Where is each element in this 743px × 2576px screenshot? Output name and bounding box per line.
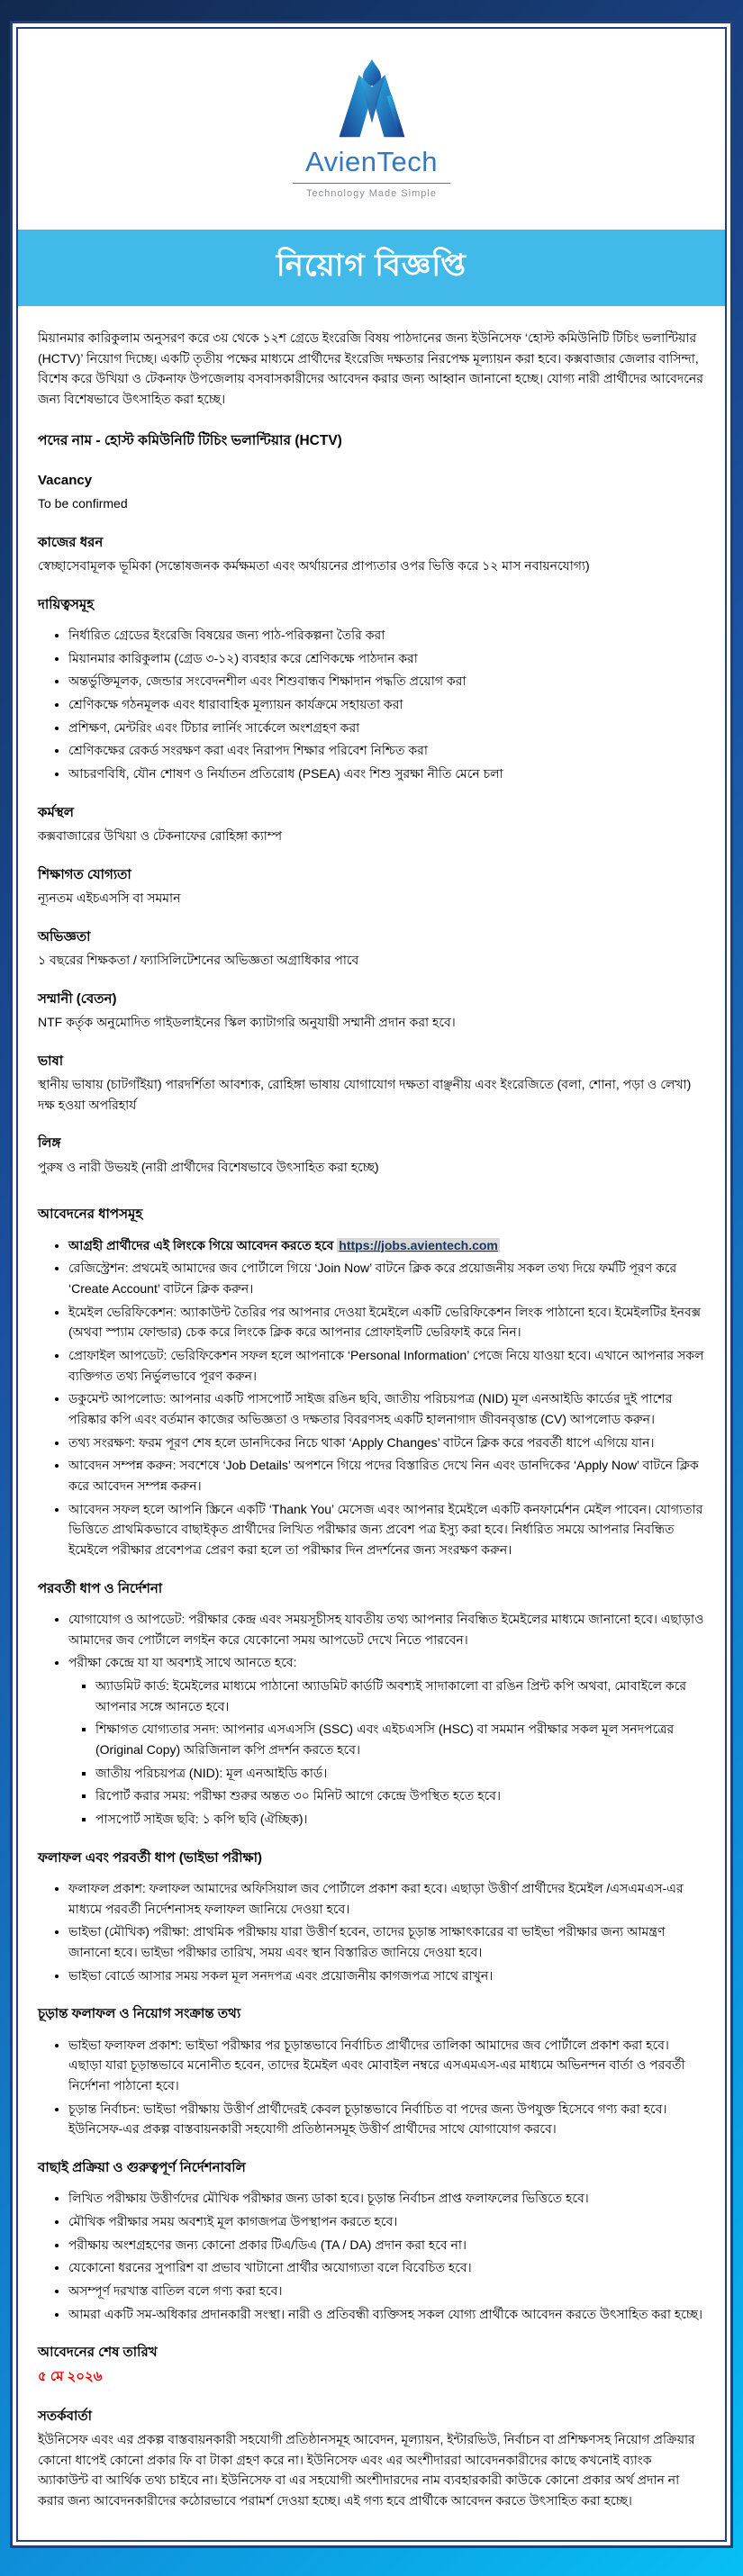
responsibility-item: • শ্রেণিকক্ষের রেকর্ড সংরক্ষণ করা এবং নিরাপদ শিক্ষার পরিবেশ নিশ্চিত করা [68, 740, 705, 761]
intro-paragraph: মিয়ানমার কারিকুলাম অনুসরণ করে ৩য় থেকে ১২শ গ্রেডে ইংরেজি বিষয় পাঠদানের জন্য ইউনিসেফ ‘হোস্ট কমিউনিটি টিচিং ভলান্টিয়ার (HCTV)’ নিয়োগ দিচ্ছে। একটি তৃতীয় পক্ষের মাধ্যমে প্রার্থীদের ইংরেজি দক্ষতার নিরপেক্ষ মূল্যায়ন করা হবে। কক্সবাজার জেলার বাসিন্দা, বিশেষ করে উখিয়া ও টেকনাফ উপজেলায় বসবাসকারীদের আবেদন করার জন্য আহ্বান জানানো হচ্ছে। যোগ্য নারী প্রার্থীদের আবেদনের জন্য বিশেষভাবে উৎসাহিত করা হচ্ছে। [38, 330, 703, 407]
final-results-item: • ভাইভা ফলাফল প্রকাশ: ভাইভা পরীক্ষার পর চূড়ান্তভাবে নির্বাচিত প্রার্থীদের তালিকা আমাদের জব পোর্টালে প্রকাশ করা হবে। এছাড়া যারা চূড়ান্তভাবে মনোনীত হবেন, তাদের ইমেইল এবং মোবাইল নম্বরে এসএমএস-এর মাধ্যমে অভিনন্দন বার্তা ও পরবর্তী নির্দেশনা পাঠানো হবে। [68, 2035, 705, 2096]
responsibility-item: • মিয়ানমার কারিকুলাম (গ্রেড ৩-১২) ব্যবহার করে শ্রেণিকক্ষে পাঠদান করা [68, 648, 705, 669]
workplace-value: কক্সবাজারের উখিয়া ও টেকনাফের রোহিঙ্গা ক্যাম্প [38, 828, 283, 844]
responsibility-item: • নির্ধারিত গ্রেডের ইংরেজি বিষয়ের জন্য পাঠ-পরিকল্পনা তৈরি করা [68, 625, 705, 646]
final-results-list [38, 2035, 705, 2139]
apply-link-bullet [68, 1235, 705, 1256]
selection-process-item: • আমরা একটি সম-অধিকার প্রদানকারী সংস্থা। নারী ও প্রতিবন্ধী ব্যক্তিসহ সকল যোগ্য প্রার্থীকে আবেদন করতে উৎসাহিত করা হচ্ছে। [68, 2304, 705, 2325]
responsibility-item: • আচরণবিধি, যৌন শোষণ ও নির্যাতন প্রতিরোধ (PSEA) এবং শিশু সুরক্ষা নীতি মেনে চলা [68, 764, 705, 784]
application-steps-heading: আবেদনের ধাপসমূহ [38, 1207, 143, 1223]
company-tagline: Technology Made Simple [306, 188, 437, 199]
deadline-heading: আবেদনের শেষ তারিখ [38, 2345, 158, 2361]
bring-item: ▪ পাসপোর্ট সাইজ ছবি: ১ কপি ছবি (ঐচ্ছিক)। [95, 1809, 705, 1830]
warning-heading: সতর্কবার্তা [38, 2408, 92, 2424]
next-steps-list [38, 1609, 705, 1830]
selection-process-item: • মৌখিক পরীক্ষার সময় অবশ্যই মূল কাগজপত্র উপস্থাপন করতে হবে। [68, 2211, 705, 2232]
application-step-item: • ইমেইল ভেরিফিকেশন: অ্যাকাউন্ট তৈরির পর আপনার দেওয়া ইমেইলে একটি ভেরিফিকেশন লিংক পাঠানো হবে। ইমেইলটির ইনবক্স (অথবা স্প্যাম ফোল্ডার) চেক করে লিংকে ক্লিক করে আপনার প্রোফাইলটি ভেরিফাই করে নিন। [68, 1302, 705, 1342]
notice-content [18, 306, 725, 2540]
gender-heading: লিঙ্গ [38, 1135, 61, 1152]
notice-card [16, 27, 727, 2542]
salary-heading: সম্মানী (বেতন) [38, 990, 117, 1007]
application-steps-list [38, 1235, 705, 1560]
selection-process-item: • যেকোনো ধরনের সুপারিশ বা প্রভাব খাটানো প্রার্থীর অযোগ্যতা বলে বিবেচিত হবে। [68, 2257, 705, 2278]
language-value: স্থানীয় ভাষায় (চাটগাঁইয়া) পারদর্শিতা আবশ্যক, রোহিঙ্গা ভাষায় যোগাযোগ দক্ষতা বাঞ্ছনীয় এবং ইংরেজিতে (বলা, শোনা, পড়া ও লেখা) দক্ষ হওয়া অপরিহার্য [38, 1076, 692, 1112]
next-steps-heading: পরবর্তী ধাপ ও নির্দেশনা [38, 1580, 163, 1596]
bring-items-list [68, 1676, 705, 1830]
application-step-item: • রেজিস্ট্রেশন: প্রথমেই আমাদের জব পোর্টালে গিয়ে ‘Join Now’ বাটনে ক্লিক করে প্রয়োজনীয় সকল তথ্য দিয়ে ফর্মটি পূরণ করে ‘Create Account’ বাটনে ক্লিক করুন। [68, 1258, 705, 1298]
position-title: পদের নাম - হোস্ট কমিউনিটি টিচিং ভলান্টিয়ার (HCTV) [38, 432, 342, 448]
bring-items-bullet [68, 1652, 705, 1829]
application-step-item: • ডকুমেন্ট আপলোড: আপনার একটি পাসপোর্ট সাইজ রঙিন ছবি, জাতীয় পরিচয়পত্র (NID) মূল এনআইডি কার্ডের দুই পাশের পরিষ্কার কপি এবং বর্তমান কাজের অভিজ্ঞতা ও দক্ষতার বিবরণসহ একটি হালনাগাদ জীবনবৃত্তান্ত (CV) আপলোড করুন। [68, 1388, 705, 1429]
selection-process-heading: বাছাই প্রক্রিয়া ও গুরুত্বপূর্ণ নির্দেশনাবলি [38, 2159, 246, 2175]
bring-item: ▪ জাতীয় পরিচয়পত্র (NID): মূল এনআইডি কার্ড। [95, 1763, 705, 1784]
education-value: ন্যূনতম এইচএসসি বা সমমান [38, 890, 181, 905]
experience-value: ১ বছরের শিক্ষকতা / ফ্যাসিলিটেশনের অভিজ্ঞতা অগ্রাধিকার পাবে [38, 952, 359, 967]
results-viva-list [38, 1878, 705, 1985]
vacancy-value: To be confirmed [38, 496, 128, 511]
experience-heading: অভিজ্ঞতা [38, 928, 91, 945]
responsibility-item: • অন্তর্ভুক্তিমূলক, জেন্ডার সংবেদনশীল এবং শিশুবান্ধব শিক্ষাদান পদ্ধতি প্রয়োগ করা [68, 671, 705, 691]
application-step-item: • প্রোফাইল আপডেট: ভেরিফিকেশন সফল হলে আপনাকে ‘Personal Information’ পেজে নিয়ে যাওয়া হবে। এখানে আপনার সকল ব্যক্তিগত তথ্য নির্ভুলভাবে পূরণ করুন। [68, 1345, 705, 1386]
deadline-date: ৫ মে ২০২৬ [38, 2368, 103, 2384]
results-viva-item: • ফলাফল প্রকাশ: ফলাফল আমাদের অফিসিয়াল জব পোর্টালে প্রকাশ করা হবে। এছাড়া উত্তীর্ণ প্রার্থীদের ইমেইল /এসএমএস-এর মাধ্যমে পরবর্তী নির্দেশনাসহ ফলাফল জানিয়ে দেওয়া হবে। [68, 1878, 705, 1919]
workplace-heading: কর্মস্থল [38, 804, 74, 820]
notice-title: নিয়োগ বিজ্ঞপ্তি [276, 249, 467, 283]
salary-value: NTF কর্তৃক অনুমোদিত গাইডলাইনের স্কিল ক্যাটাগরি অনুযায়ী সম্মানী প্রদান করা হবে। [38, 1014, 456, 1029]
vacancy-heading: Vacancy [38, 472, 93, 488]
next-step-item: • যোগাযোগ ও আপডেট: পরীক্ষার কেন্দ্র এবং সময়সূচীসহ যাবতীয় তথ্য আপনার নিবন্ধিত ইমেইলের মাধ্যমে জানানো হবে। এছাড়াও আমাদের জব পোর্টালে লগইন করে যেকোনো সময় আপডেট দেখে নিতে পারবেন। [68, 1609, 705, 1650]
company-name: AvienTech [293, 146, 450, 184]
results-viva-item: • ভাইভা (মৌখিক) পরীক্ষা: প্রাথমিক পরীক্ষায় যারা উত্তীর্ণ হবেন, তাদের চূড়ান্ত সাক্ষাৎকারের বা ভাইভা পরীক্ষার জন্য আমন্ত্রণ জানানো হবে। ভাইভা পরীক্ষার তারিখ, সময় এবং স্থান বিস্তারিত জানিয়ে দেওয়া হবে। [68, 1921, 705, 1962]
warning-paragraph: ইউনিসেফ এবং এর প্রকল্প বাস্তবায়নকারী সহযোগী প্রতিষ্ঠানসমূহ আবেদন, মূল্যায়ন, ইন্টারভিউ, নির্বাচন বা প্রশিক্ষণসহ নিয়োগ প্রক্রিয়ার কোনো ধাপেই কোনো প্রকার ফি বা টাকা গ্রহণ করে না। ইউনিসেফ এবং এর অংশীদাররা আবেদনকারীদের কাছে কখনোই ব্যাংক অ্যাকাউন্ট বা আর্থিক তথ্য চাইবে না। ইউনিসেফ বা এর সহযোগী অংশীদারদের নাম ব্যবহারকারী কাউকে কোনো প্রকার অর্থ প্রদান না করার জন্য আবেদনকারীদের কঠোরভাবে পরামর্শ দেওয়া হচ্ছে। এই গণ্য হবে প্রার্থীকে আবেদন করতে উৎসাহিত করা হচ্ছে। [38, 2432, 695, 2508]
job-type-heading: কাজের ধরন [38, 534, 104, 550]
selection-process-item: • অসম্পূর্ণ দরখাস্ত বাতিল বলে গণ্য করা হবে। [68, 2281, 705, 2301]
responsibilities-list [38, 625, 705, 784]
responsibility-item: • শ্রেণিকক্ষে গঠনমূলক এবং ধারাবাহিক মূল্যায়ন কার্যক্রমে সহায়তা করা [68, 694, 705, 715]
application-step-item: • আবেদন সফল হলে আপনি স্ক্রিনে একটি ‘Thank You’ মেসেজ এবং আপনার ইমেইলে একটি কনফার্মেশন মেইল পাবেন। যোগ্যতার ভিত্তিতে প্রাথমিকভাবে বাছাইকৃত প্রার্থীদের লিখিত পরীক্ষার জন্য প্রবেশ পত্র ইস্যু করা হবে। নির্ধারিত সময়ে আপনার নিবন্ধিত ইমেইলে পরীক্ষার প্রবেশপত্র প্রেরণ করা হলে তা পরীক্ষার দিন প্রদর্শনের জন্য সংরক্ষণ করুন। [68, 1499, 705, 1560]
selection-process-item: • পরীক্ষায় অংশগ্রহণের জন্য কোনো প্রকার টিএ/ডিএ (TA / DA) প্রদান করা হবে না। [68, 2235, 705, 2255]
company-logo [18, 29, 725, 213]
notice-banner [18, 230, 725, 306]
final-results-item: • চূড়ান্ত নির্বাচন: ভাইভা পরীক্ষায় উত্তীর্ণ প্রার্থীদেরই কেবল চূড়ান্তভাবে নির্বাচিত বা পদের জন্য উপযুক্ত হিসেবে গণ্য করা হবে। ইউনিসেফ-এর প্রকল্প বাস্তবায়নকারী সহযোগী প্রতিষ্ঠানসমূহ উত্তীর্ণ প্রার্থীদের সাথে যোগাযোগ করবে। [68, 2099, 705, 2139]
bring-items-label: পরীক্ষা কেন্দ্রে যা যা অবশ্যই সাথে আনতে হবে: [68, 1655, 297, 1670]
application-step-item: • তথ্য সংরক্ষণ: ফরম পূরণ শেষ হলে ডানদিকের নিচে থাকা ‘Apply Changes’ বাটনে ক্লিক করে পরবর্তী ধাপে এগিয়ে যান। [68, 1433, 705, 1453]
bring-item: ▪ শিক্ষাগত যোগ্যতার সনদ: আপনার এসএসসি (SSC) এবং এইচএসসি (HSC) বা সমমান পরীক্ষার সকল মূল সনদপত্রের (Original Copy) অরিজিনাল কপি প্রদর্শন করতে হবে। [95, 1719, 705, 1759]
apply-link-text: আগ্রহী প্রার্থীদের এই লিংকে গিয়ে আবেদন করতে হবে [68, 1237, 338, 1252]
results-viva-heading: ফলাফল এবং পরবর্তী ধাপ (ভাইভা পরীক্ষা) [38, 1849, 263, 1866]
results-viva-item: • ভাইভা বোর্ডে আসার সময় সকল মূল সনদপত্র এবং প্রয়োজনীয় কাগজপত্র সাথে রাখুন। [68, 1966, 705, 1986]
bring-item: ▪ রিপোর্ট করার সময়: পরীক্ষা শুরুর অন্তত ৩০ মিনিট আগে কেন্দ্রে উপস্থিত হতে হবে। [95, 1785, 705, 1806]
application-step-item: • আবেদন সম্পন্ন করুন: সবশেষে ‘Job Details’ অপশনে গিয়ে পদের বিস্তারিত দেখে নিন এবং ডানদিকের ‘Apply Now’ বাটনে ক্লিক করে আবেদন সম্পন্ন করুন। [68, 1455, 705, 1496]
final-results-heading: চূড়ান্ত ফলাফল ও নিয়োগ সংক্রান্ত তথ্য [38, 2006, 241, 2022]
bring-item: ▪ অ্যাডমিট কার্ড: ইমেইলের মাধ্যমে পাঠানো অ্যাডমিট কার্ডটি অবশ্যই সাদাকালো বা রঙিন প্রিন্ট কপি অথবা, মোবাইলে করে আপনার সঙ্গে আনতে হবে। [95, 1676, 705, 1716]
logo-mark-icon [319, 56, 425, 142]
selection-process-list [38, 2188, 705, 2324]
job-type-value: স্বেচ্ছাসেবামূলক ভূমিকা (সন্তোষজনক কর্মক্ষমতা এবং অর্থায়নের প্রাপ্যতার ওপর ভিত্তি করে ১২ মাস নবায়নযোগ্য) [38, 558, 590, 574]
responsibility-item: • প্রশিক্ষণ, মেন্টরিং এবং টিচার লার্নিং সার্কেলে অংশগ্রহণ করা [68, 718, 705, 738]
gender-value: পুরুষ ও নারী উভয়ই (নারী প্রার্থীদের বিশেষভাবে উৎসাহিত করা হচ্ছে) [38, 1159, 379, 1174]
responsibilities-heading: দায়িত্বসমূহ [38, 596, 95, 612]
language-heading: ভাষা [38, 1053, 64, 1069]
application-link[interactable]: https://jobs.avientech.com [339, 1237, 498, 1252]
education-heading: শিক্ষাগত যোগ্যতা [38, 866, 131, 882]
selection-process-item: • লিখিত পরীক্ষায় উত্তীর্ণদের মৌখিক পরীক্ষার জন্য ডাকা হবে। চূড়ান্ত নির্বাচন প্রাপ্ত ফলাফলের ভিত্তিতে হবে। [68, 2188, 705, 2209]
